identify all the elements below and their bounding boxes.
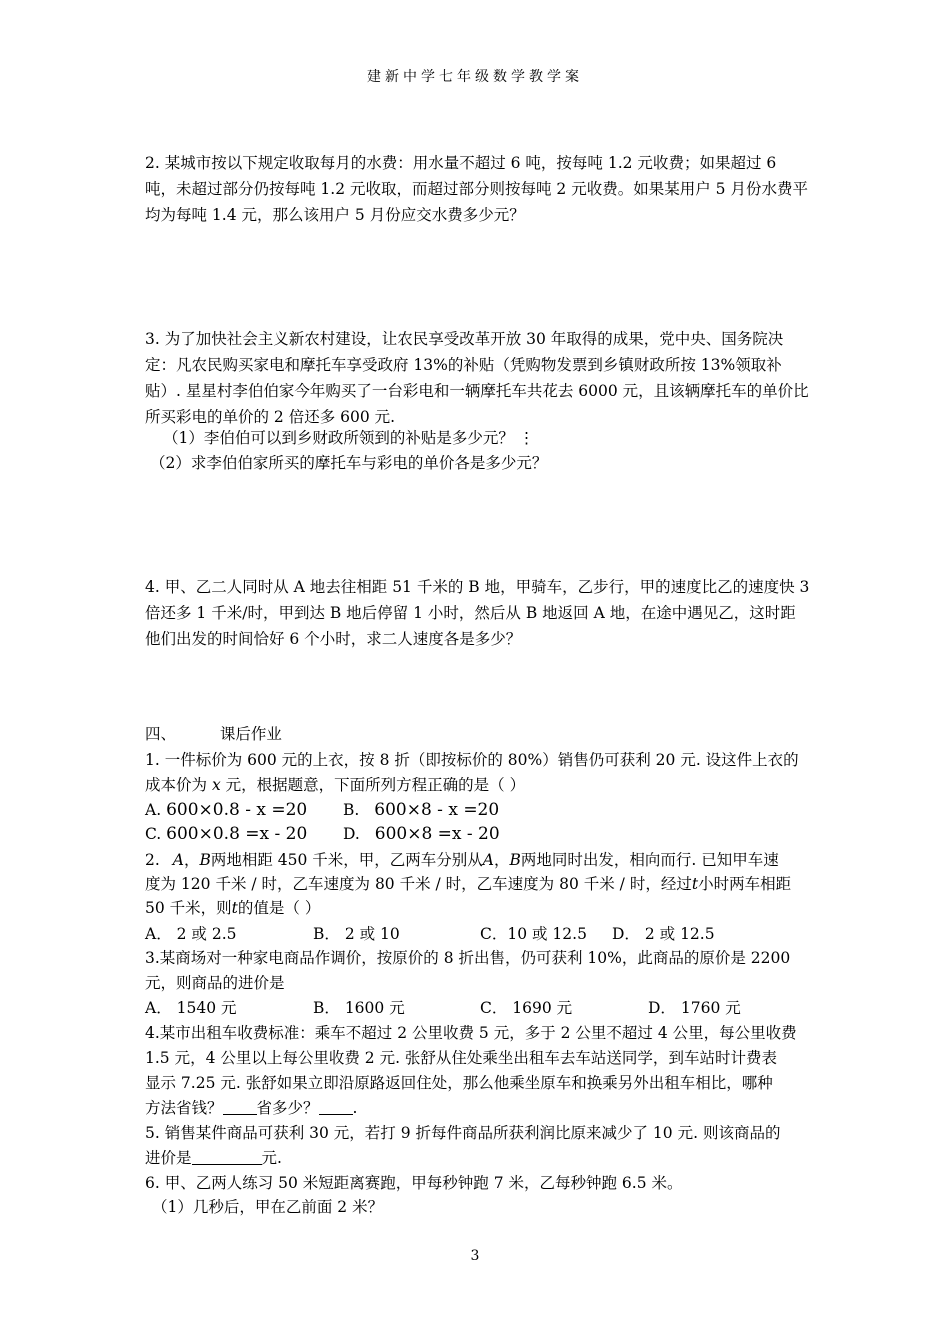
hw2-text: 两地相距 450 千米，甲，乙两车分别从 xyxy=(210,851,483,869)
page-header: 建新中学七年级数学教学案 xyxy=(367,69,583,85)
page-number: 3 xyxy=(470,1248,480,1264)
comma: ， xyxy=(494,851,510,869)
point-b: B xyxy=(509,851,521,869)
question-2: 2. 某城市按以下规定收取每月的水费：用水量不超过 6 吨，按每吨 1.2 元收费；如果超过 6 吨，未超过部分仍按每吨 1.2 元收取，而超过部分则按每吨 2 元收费。如果某用户 5 月份水费平均为每吨 1.4 元，那么该用户 5 月份应交水费多少元？ xyxy=(145,154,808,224)
option-equation: 600×0.8 - x =20 xyxy=(166,800,308,820)
hw1-stem-line1: 1. 一件标价为 600 元的上衣，按 8 折（即按标价的 80%）销售仍可获利 20 元. 设这件上衣的 xyxy=(145,751,799,769)
hw4-line2: 1.5 元，4 公里以上每公里收费 2 元. 张舒从住处乘坐出租车去车站送同学，到车站时计费表 xyxy=(145,1049,777,1067)
hw1-stem-line2 xyxy=(145,773,525,797)
hw2-text: 的值是（ ） xyxy=(237,899,321,917)
hw4-text: 方法省钱？ xyxy=(145,1099,223,1117)
hw2-number: 2. xyxy=(145,851,160,869)
hw2-text: 小时两车相距 xyxy=(698,875,792,893)
hw4-line1: 4.某市出租车收费标准：乘车不超过 2 公里收费 5 元，多于 2 公里不超过 4 公里，每公里收费 xyxy=(145,1024,797,1042)
hw1-variable: x xyxy=(211,776,221,794)
section-4-heading xyxy=(145,722,282,746)
hw4-line3: 显示 7.25 元. 张舒如果立即沿原路返回住处，那么他乘坐原车和换乘另外出租车相比，哪种 xyxy=(145,1074,773,1092)
hw4-text: 省多少？ xyxy=(256,1099,319,1117)
hw1-option-a xyxy=(145,798,307,822)
hw4-line4 xyxy=(145,1096,357,1120)
hw2-text: 两地同时出发，相向而行. 已知甲车速 xyxy=(520,851,779,869)
hw2-option-d: D． 2 或 12.5 xyxy=(612,925,715,943)
option-label: B. xyxy=(343,801,360,819)
question-3-sub2: （2）求李伯伯家所买的摩托车与彩电的单价各是多少元？ xyxy=(150,454,548,472)
answer-blank[interactable] xyxy=(192,1148,262,1165)
section-number: 四、 xyxy=(145,725,177,743)
answer-blank[interactable] xyxy=(223,1098,257,1115)
point-a: A xyxy=(482,851,494,869)
hw2-option-c: C．10 或 12.5 xyxy=(480,925,587,943)
variable-t: t xyxy=(231,899,238,917)
option-label: C. xyxy=(145,825,162,843)
hw2-stem-line2 xyxy=(145,872,791,896)
hw2-option-a: A． 2 或 2.5 xyxy=(145,925,237,943)
hw6-line1: 6. 甲、乙两人练习 50 米短距离赛跑，甲每秒钟跑 7 米，乙每秒钟跑 6.5 米。 xyxy=(145,1174,683,1192)
hw1-stem-text-2: 元，根据题意，下面所列方程正确的是（ ） xyxy=(225,776,526,794)
question-4: 4. 甲、乙二人同时从 A 地去往相距 51 千米的 B 地，甲骑车，乙步行，甲的速度比乙的速度快 3 倍还多 1 千米/时，甲到达 B 地后停留 1 小时，然后从 B 地返回 A 地，在途中遇见乙，这时距他们出发的时间恰好 6 个小时，求二人速度各是多少？ xyxy=(145,578,810,648)
option-equation: 600×0.8 =x - 20 xyxy=(166,824,308,844)
option-equation: 600×8 - x =20 xyxy=(374,800,500,820)
hw5-line2 xyxy=(145,1146,282,1170)
hw5-line1: 5. 销售某件商品可获利 30 元，若打 9 折每件商品所获利润比原来减少了 10 元. 则该商品的 xyxy=(145,1124,781,1142)
hw2-option-b: B． 2 或 10 xyxy=(313,925,400,943)
hw3-option-d: D． 1760 元 xyxy=(648,999,741,1017)
point-b: B xyxy=(199,851,211,869)
hw2-text: 度为 120 千米 / 时，乙车速度为 80 千米 / 时，乙车速度为 80 千米 / 时，经过 xyxy=(145,875,692,893)
question-3: 3. 为了加快社会主义新农村建设，让农民享受改革开放 30 年取得的成果，党中央、国务院决定：凡农民购买家电和摩托车享受政府 13%的补贴（凭购物发票到乡镇财政所按 13%领取补贴）. 星星村李伯伯家今年购买了一台彩电和一辆摩托车共花去 6000 元，且该辆摩托车的单价比所买彩电的单价的 2 倍还多 600 元. xyxy=(145,330,809,426)
hw1-option-d xyxy=(343,822,500,846)
hw1-option-c xyxy=(145,822,307,846)
comma: ， xyxy=(183,851,200,869)
hw3-option-b: B． 1600 元 xyxy=(313,999,405,1017)
hw5-text: 元. xyxy=(261,1149,282,1167)
section-title: 课后作业 xyxy=(219,725,282,743)
hw1-option-b xyxy=(343,798,499,822)
option-label: D. xyxy=(343,825,360,843)
point-a: A xyxy=(172,851,184,869)
hw5-text: 进价是 xyxy=(145,1149,192,1167)
hw3-option-a: A． 1540 元 xyxy=(145,999,237,1017)
option-label: A. xyxy=(145,801,162,819)
question-3-sub1: （1）李伯伯可以到乡财政所领到的补贴是多少元？ ⋮ xyxy=(163,429,535,447)
option-equation: 600×8 =x - 20 xyxy=(374,824,500,844)
hw3-stem: 3.某商场对一种家电商品作调价，按原价的 8 折出售，仍可获利 10%，此商品的原价是 2200 元，则商品的进价是 xyxy=(145,949,791,992)
hw2-stem-line1 xyxy=(145,848,779,872)
hw4-text: . xyxy=(352,1099,358,1117)
variable-t: t xyxy=(691,875,699,893)
hw2-text: 50 千米，则 xyxy=(145,899,232,917)
hw3-option-c: C． 1690 元 xyxy=(480,999,573,1017)
hw2-stem-line3 xyxy=(145,896,320,920)
hw1-stem-text: 成本价为 xyxy=(145,776,208,794)
answer-blank[interactable] xyxy=(319,1098,353,1115)
hw6-sub1: （1）几秒后，甲在乙前面 2 米？ xyxy=(152,1198,384,1216)
